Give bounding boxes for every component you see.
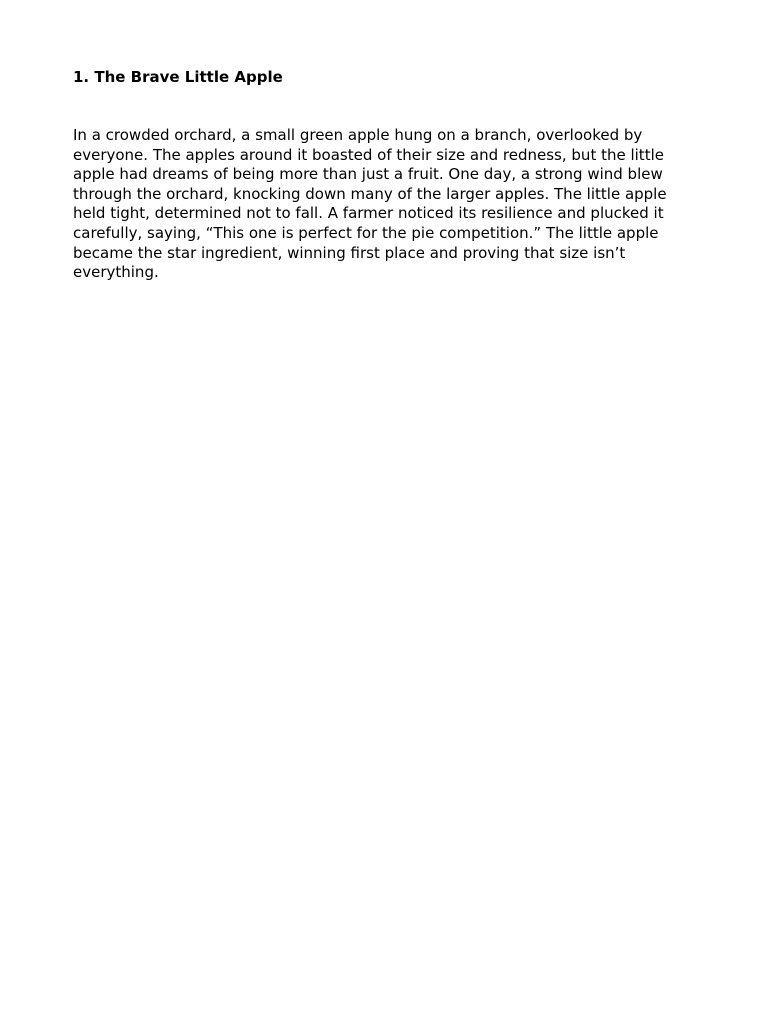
story-title: 1. The Brave Little Apple — [73, 68, 283, 86]
story-paragraph: In a crowded orchard, a small green apple hung on a branch, overlooked by everyone. The apples around it boasted of their size and redness, but the little apple had dreams of being more than just a fruit. One day, a strong wind blew through the orchard, knocking down many of the larger apples. The little apple held tight, determined not to fall. A farmer noticed its resilience and plucked it carefully, saying, “This one is perfect for the pie competition.” The little apple became the star ingredient, winning first place and proving that size isn’t everything. — [73, 126, 667, 282]
document-content — [73, 67, 698, 283]
